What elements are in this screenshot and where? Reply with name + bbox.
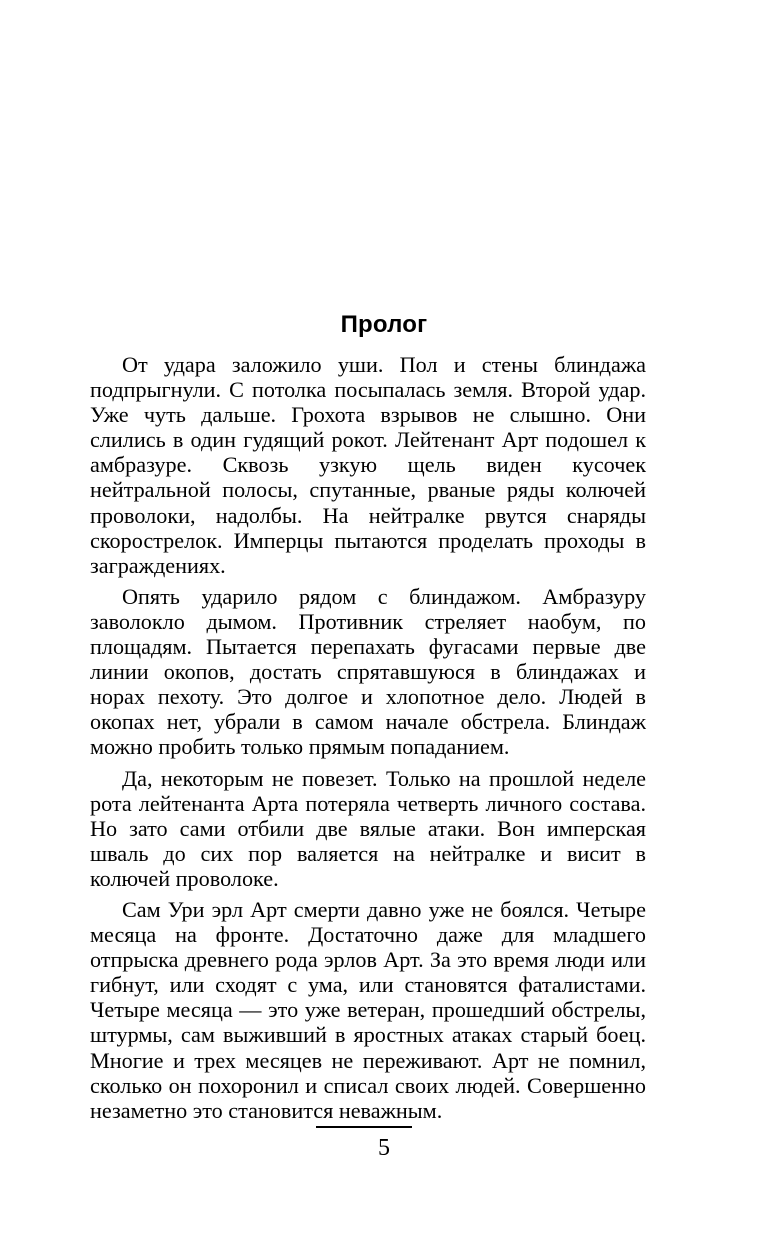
paragraph-1: От удара заложило уши. Пол и стены блиндажа подпрыгнули. С потолка посыпалась земля. Второй удар. Уже чуть дальше. Грохота взрывов не слышно. Они слились в один гудящий рокот. Лейтенант Арт подошел к амбразуре. Сквозь узкую щель виден кусочек нейтральной полосы, спутанные, рваные ряды колючей проволоки, надолбы. На нейтралке рвутся снаряды скорострелок. Имперцы пытаются проделать проходы в заграждениях. — [90, 352, 646, 578]
paragraph-2: Опять ударило рядом с блиндажом. Амбразуру заволокло дымом. Противник стреляет наобум, по площадям. Пытается перепахать фугасами первые две линии окопов, достать спрятавшуюся в блиндажах и норах пехоту. Это долгое и хлопотное дело. Людей в окопах нет, убрали в самом начале обстрела. Блиндаж можно пробить только прямым попаданием. — [90, 583, 646, 760]
paragraph-4: Сам Ури эрл Арт смерти давно уже не боялся. Четыре месяца на фронте. Достаточно даже для младшего отпрыска древнего рода эрлов Арт. За это время люди или гибнут, или сходят с ума, или становятся фаталистами. Четыре месяца — это уже ветеран, прошедший обстрелы, штурмы, сам выживший в яростных атаках старый боец. Многие и трех месяцев не переживают. Арт не помнил, сколько он похоронил и списал своих людей. Совершенно незаметно это становится неважным. — [90, 896, 646, 1123]
page-number: 5 — [378, 1135, 390, 1161]
chapter-title: Пролог — [340, 311, 428, 338]
footer-rule — [316, 1126, 412, 1128]
paragraph-3: Да, некоторым не повезет. Только на прошлой неделе рота лейтенанта Арта потеряла четверть личного состава. Но зато сами отбили две вялые атаки. Вон имперская шваль до сих пор валяется на нейтралке и висит в колючей проволоке. — [90, 765, 646, 891]
body-text — [90, 352, 646, 1129]
